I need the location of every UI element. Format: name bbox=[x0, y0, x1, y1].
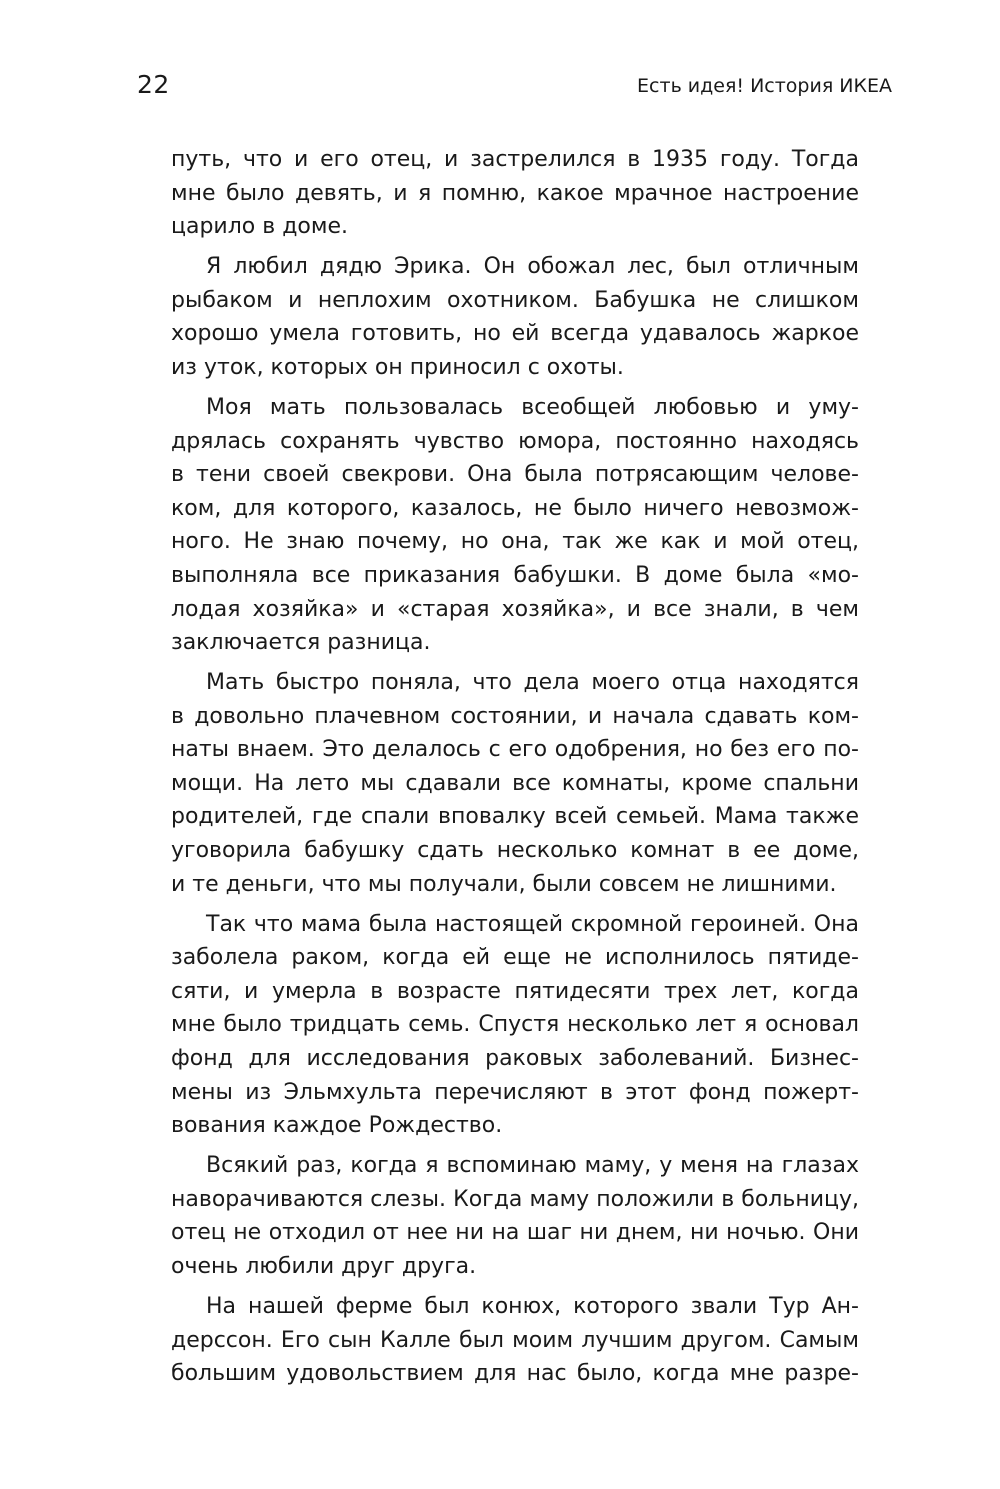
text-line: уговорила бабушку сдать несколько комнат в ее доме, bbox=[171, 838, 859, 864]
text-line: в довольно плачевном состоянии, и начала сдавать ком- bbox=[171, 703, 859, 729]
text-line: дрялась сохранять чувство юмора, постоянно находясь bbox=[171, 428, 859, 454]
text-line: Моя мать пользовалась всеобщей любовью и уму- bbox=[206, 394, 859, 420]
text-line: мощи. На лето мы сдавали все комнаты, кроме спальни bbox=[171, 770, 859, 796]
text-line: царило в доме. bbox=[171, 214, 348, 240]
text-line: в тени своей свекрови. Она была потрясающим челове- bbox=[171, 462, 859, 488]
paragraph bbox=[171, 1290, 859, 1391]
text-line: мне было тридцать семь. Спустя несколько лет я основал bbox=[171, 1012, 859, 1038]
text-line: лодая хозяйка» и «старая хозяйка», и все знали, в чем bbox=[171, 596, 859, 622]
text-line: мены из Эльмхульта перечисляют в этот фонд пожерт- bbox=[171, 1079, 859, 1105]
text-line: мне было девять, и я помню, какое мрачное настроение bbox=[171, 180, 859, 206]
text-line: ного. Не знаю почему, но она, так же как и мой отец, bbox=[171, 529, 859, 555]
text-line: Мать быстро поняла, что дела моего отца находятся bbox=[206, 670, 859, 696]
paragraph bbox=[171, 666, 859, 901]
text-line: вования каждое Рождество. bbox=[171, 1113, 503, 1139]
text-line: хорошо умела готовить, но ей всегда удавалось жаркое bbox=[171, 321, 859, 347]
text-line: наворачиваются слезы. Когда маму положили в больницу, bbox=[171, 1186, 859, 1212]
text-line: и те деньги, что мы получали, были совсем не лишними. bbox=[171, 871, 837, 897]
text-line: На нашей ферме был конюх, которого звали Тур Ан- bbox=[206, 1293, 859, 1319]
paragraph bbox=[171, 143, 859, 244]
text-line: выполняла все приказания бабушки. В доме была «мо- bbox=[171, 562, 859, 588]
paragraph bbox=[171, 391, 859, 660]
text-line: Я любил дядю Эрика. Он обожал лес, был отличным bbox=[206, 254, 859, 280]
text-line: сяти, и умерла в возрасте пятидесяти трех лет, когда bbox=[171, 978, 859, 1004]
text-line: заключается разница. bbox=[171, 630, 431, 656]
text-line: очень любили друг друга. bbox=[171, 1253, 477, 1279]
page-number: 22 bbox=[137, 70, 170, 99]
text-line: отец не отходил от нее ни на шаг ни днем, ни ночью. Они bbox=[171, 1220, 859, 1246]
text-line: из уток, которых он приносил с охоты. bbox=[171, 354, 624, 380]
running-header: Есть идея! История ИКЕА bbox=[637, 75, 892, 97]
text-line: рыбаком и неплохим охотником. Бабушка не слишком bbox=[171, 287, 859, 313]
text-line: ком, для которого, казалось, не было ничего невозмож- bbox=[171, 495, 859, 521]
text-line: дерссон. Его сын Калле был моим лучшим другом. Самым bbox=[171, 1327, 859, 1353]
text-line: наты внаем. Это делалось с его одобрения, но без его по- bbox=[171, 737, 859, 763]
paragraph bbox=[171, 250, 859, 384]
text-line: фонд для исследования раковых заболеваний. Бизнес- bbox=[171, 1046, 859, 1071]
text-line: большим удовольствием для нас было, когда мне разре- bbox=[171, 1361, 859, 1387]
paragraph bbox=[171, 908, 859, 1143]
text-line: Так что мама была настоящей скромной героиней. Она bbox=[206, 911, 859, 937]
text-line: путь, что и его отец, и застрелился в 1935 году. Тогда bbox=[171, 147, 859, 172]
text-line: родителей, где спали вповалку всей семьей. Мама также bbox=[171, 804, 859, 830]
text-line: заболела раком, когда ей еще не исполнилось пятиде- bbox=[171, 945, 859, 971]
paragraph bbox=[171, 1149, 859, 1283]
text-line: Всякий раз, когда я вспоминаю маму, у меня на глазах bbox=[206, 1153, 859, 1179]
body-text bbox=[171, 143, 859, 1397]
